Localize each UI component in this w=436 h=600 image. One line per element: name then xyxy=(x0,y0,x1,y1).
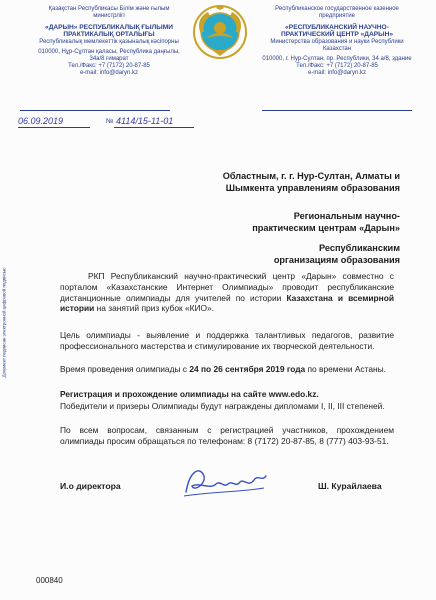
letterhead-left-email: e-mail: info@daryn.kz xyxy=(79,69,139,76)
addressee-line: Шымкента управлениям образования xyxy=(225,183,400,193)
body-emphasis: 24 по 26 сентября 2019 года xyxy=(189,364,306,374)
addressee-line: организациям образования xyxy=(273,255,400,265)
body-text: на занятий приз кубок «КИО». xyxy=(94,303,215,314)
body-paragraph-registration xyxy=(60,389,394,400)
addressee-line: Областным, г. г. Нур-Султан, Алматы и xyxy=(222,171,400,181)
body-paragraph-contacts: По всем вопросам, связанным с регистрацией участников, прохождением олимпиады просим обращаться по телефонам: 8 (7172) 20-87-85, 8 (777) 403-93-51. xyxy=(60,425,394,446)
letterhead-right-email: e-mail: info@daryn.kz xyxy=(307,69,367,76)
website-link[interactable]: www.edo.kz xyxy=(268,389,317,399)
letterhead-right xyxy=(262,6,412,77)
letterhead-left-ministry: Қазақстан Республикасы Білім және ғылым министрлігі xyxy=(48,6,170,19)
body-text: по времени Астаны. xyxy=(305,364,386,374)
letterhead-left-address: 010000, Нұр-Сұлтан қаласы, Республика даңғылы, 34а/8 ғимарат xyxy=(38,48,180,62)
signatory-name: Ш. Курайлаева xyxy=(318,481,382,491)
letterhead-left-org-type: Республикалық мемлекеттік қазыналық кәсіпорны xyxy=(39,38,179,45)
addressee-line: Республиканским xyxy=(319,243,400,253)
body-paragraph-goal: Цель олимпиады - выявление и поддержка талантливых педагогов, развитие профессионального мастерства и стимулирование их творческой деятельности. xyxy=(60,330,394,351)
signatory-role: И.о директора xyxy=(60,481,121,491)
body-paragraph-awards: Победители и призеры Олимпиады будут награждены дипломами I, II, III степеней. xyxy=(60,401,385,411)
letterhead-right-address: 010000, г. Нур-Султан, пр. Республики, 34 а/8, здание xyxy=(262,55,412,62)
addressee-line: Региональным научно- xyxy=(293,211,400,221)
outgoing-reference-underline xyxy=(114,127,194,128)
letterhead-right-phone: Тел./Факс: +7 (7172) 20-87-85 xyxy=(296,62,378,69)
letterhead-right-ministry: Министерства образования и науки Республики Казахстан xyxy=(270,38,404,52)
letterhead-divider-left xyxy=(20,110,170,111)
outgoing-date: 06.09.2019 xyxy=(18,116,64,126)
letterhead-divider-right xyxy=(262,110,412,111)
letterhead-left-phone: Тел./Факс: +7 (7172) 20-87-85 xyxy=(68,62,150,69)
margin-stamp-text: Документ подписан электронной цифровой подписью xyxy=(1,267,7,378)
outgoing-date-underline xyxy=(18,127,90,128)
outgoing-number-line xyxy=(18,116,218,130)
document-serial-number: 000840 xyxy=(36,576,63,585)
body-emphasis: Казахстана и всемирной истории xyxy=(60,292,394,314)
letterhead-left-org-name: «ДАРЫН» РЕСПУБЛИКАЛЫҚ ҒЫЛЫМИ ПРАКТИКАЛЫҚ ОРТАЛЫҒЫ xyxy=(45,24,173,39)
body-paragraph-dates xyxy=(60,364,394,375)
body-paragraph-intro xyxy=(60,271,394,314)
body-text: РКП Республиканский научно-практический центр «Дарын» совместно с порталом «Казахстанские Интернет Олимпиады» проводит республиканские дистанционные олимпиады для учителей по истории xyxy=(60,271,394,303)
body-text: Время проведения олимпиады с xyxy=(60,364,190,374)
state-emblem-icon xyxy=(192,4,248,60)
body-text: Регистрация и прохождение олимпиады на сайте xyxy=(60,389,269,399)
addressee-republican-organizations xyxy=(274,242,400,266)
letterhead-left xyxy=(34,6,184,77)
letterhead-right-org-name: «РЕСПУБЛИКАНСКИЙ НАУЧНО-ПРАКТИЧЕСКИЙ ЦЕНТР «ДАРЫН» xyxy=(280,24,394,39)
addressee-regional-departments xyxy=(223,170,400,194)
body-text: . xyxy=(316,389,319,399)
outgoing-number-label: № xyxy=(106,118,114,125)
addressee-daryn-centers xyxy=(252,210,400,234)
addressee-line: практическим центрам «Дарын» xyxy=(252,223,400,233)
letterhead-right-org-type: Республиканское государственное казенное предприятие xyxy=(275,6,399,19)
outgoing-reference: 4114/15-11-01 xyxy=(116,116,174,126)
handwritten-signature-icon xyxy=(180,462,270,502)
